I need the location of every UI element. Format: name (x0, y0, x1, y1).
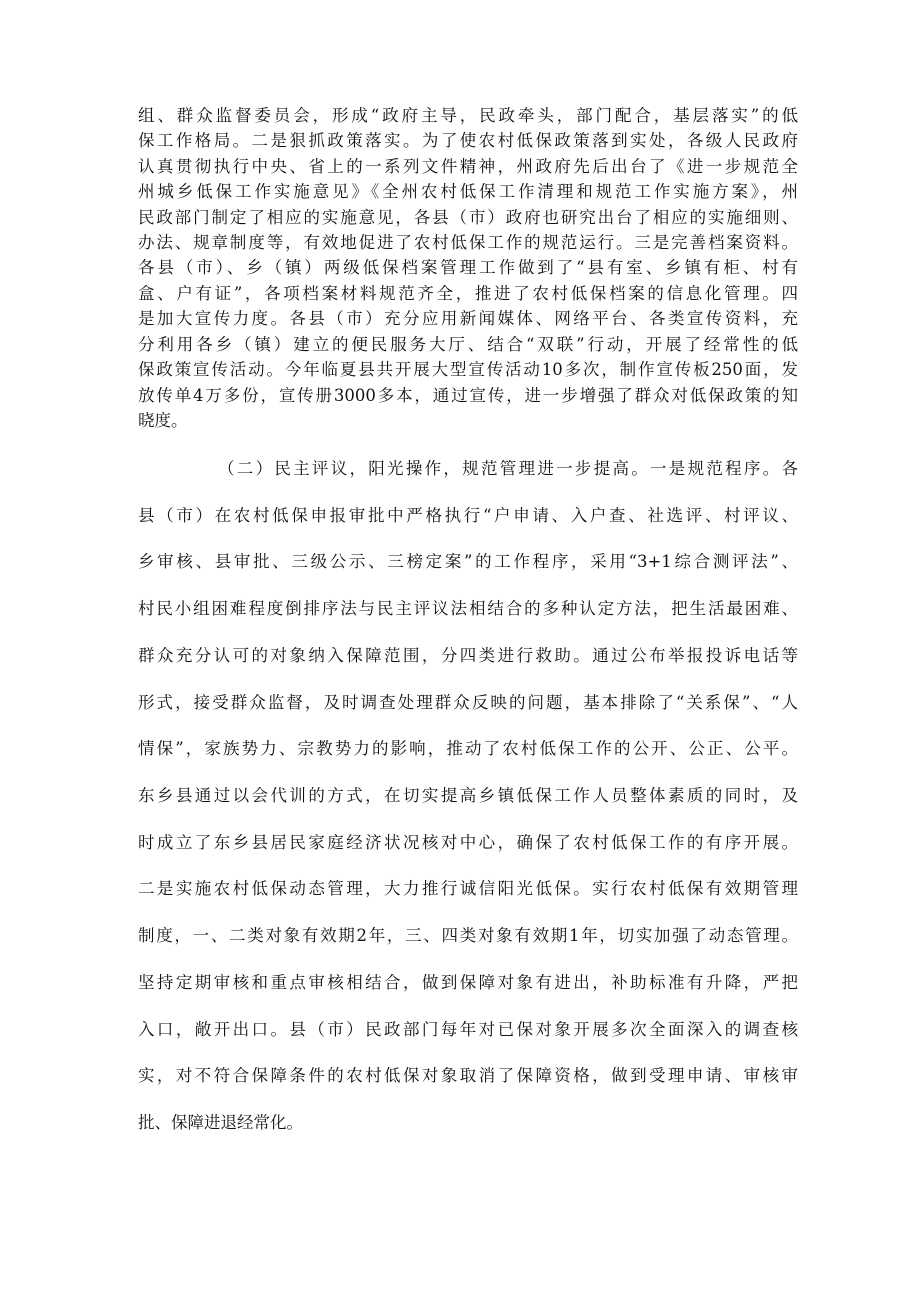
text-line: 批、保障进退经常化。 (138, 1113, 303, 1132)
text-line: 入口，敞开出口。县（市）民政部门每年对已保对象开展多次全面深入的调查核 (138, 1020, 798, 1039)
text-line: 各县（市）、乡（镇）两级低保档案管理工作做到了“县有室、乡镇有柜、村有 (138, 258, 798, 277)
text-line: 是加大宣传力度。各县（市）充分应用新闻媒体、网络平台、各类宣传资料，充 (138, 309, 798, 328)
text-line: 盒、户有证”，各项档案材料规范齐全，推进了农村低保档案的信息化管理。四 (138, 284, 798, 303)
text-line: 东乡县通过以会代训的方式，在切实提高乡镇低保工作人员整体素质的同时，及 (138, 786, 798, 805)
text-line: 民政部门制定了相应的实施意见，各县（市）政府也研究出台了相应的实施细则、 (138, 208, 798, 227)
text-line: 保政策宣传活动。今年临夏县共开展大型宣传活动10多次，制作宣传板250面，发 (138, 360, 798, 379)
text-line: 村民小组困难程度倒排序法与民主评议法相结合的多种认定方法，把生活最困难、 (138, 599, 798, 618)
text-line: 组、群众监督委员会，形成“政府主导，民政牵头，部门配合，基层落实”的低 (138, 106, 798, 125)
text-line: 分利用各乡（镇）建立的便民服务大厅、结合“双联”行动，开展了经常性的低 (138, 335, 798, 354)
text-line: 群众充分认可的对象纳入保障范围，分四类进行救助。通过公布举报投诉电话等 (138, 646, 798, 665)
text-line: 制度，一、二类对象有效期2年，三、四类对象有效期1年，切实加强了动态管理。 (138, 926, 798, 945)
text-line: 认真贯彻执行中央、省上的一系列文件精神，州政府先后出台了《进一步规范全 (138, 157, 798, 176)
text-line: 乡审核、县审批、三级公示、三榜定案”的工作程序，采用“3+1综合测评法”、 (138, 552, 798, 571)
text-line: 二是实施农村低保动态管理，大力推行诚信阳光低保。实行农村低保有效期管理 (138, 879, 798, 898)
text-line: 坚持定期审核和重点审核相结合，做到保障对象有进出，补助标准有升降，严把 (138, 973, 798, 992)
text-line: 实，对不符合保障条件的农村低保对象取消了保障资格，做到受理申请、审核审 (138, 1066, 798, 1085)
text-line: 州城乡低保工作实施意见》《全州农村低保工作清理和规范工作实施方案》，州 (138, 182, 798, 201)
text-line: 情保”，家族势力、宗教势力的影响，推动了农村低保工作的公开、公正、公平。 (138, 739, 798, 758)
text-line: 保工作格局。二是狠抓政策落实。为了使农村低保政策落到实处，各级人民政府 (138, 131, 798, 150)
text-line: 晓度。 (138, 411, 188, 430)
text-line: 办法、规章制度等，有效地促进了农村低保工作的规范运行。三是完善档案资料。 (138, 233, 798, 252)
text-line: 形式，接受群众监督，及时调查处理群众反映的问题，基本排除了“关系保”、“人 (138, 693, 798, 712)
text-line: 时成立了东乡县居民家庭经济状况核对中心，确保了农村低保工作的有序开展。 (138, 833, 798, 852)
paragraph-heading: （二）民主评议，阳光操作，规范管理进一步提高。一是规范程序。各 (218, 459, 798, 478)
text-line: 县（市）在农村低保申报审批中严格执行“户申请、入户查、社选评、村评议、 (138, 506, 798, 525)
text-line: 放传单4万多份，宣传册3000多本，通过宣传，进一步增强了群众对低保政策的知 (138, 386, 798, 405)
